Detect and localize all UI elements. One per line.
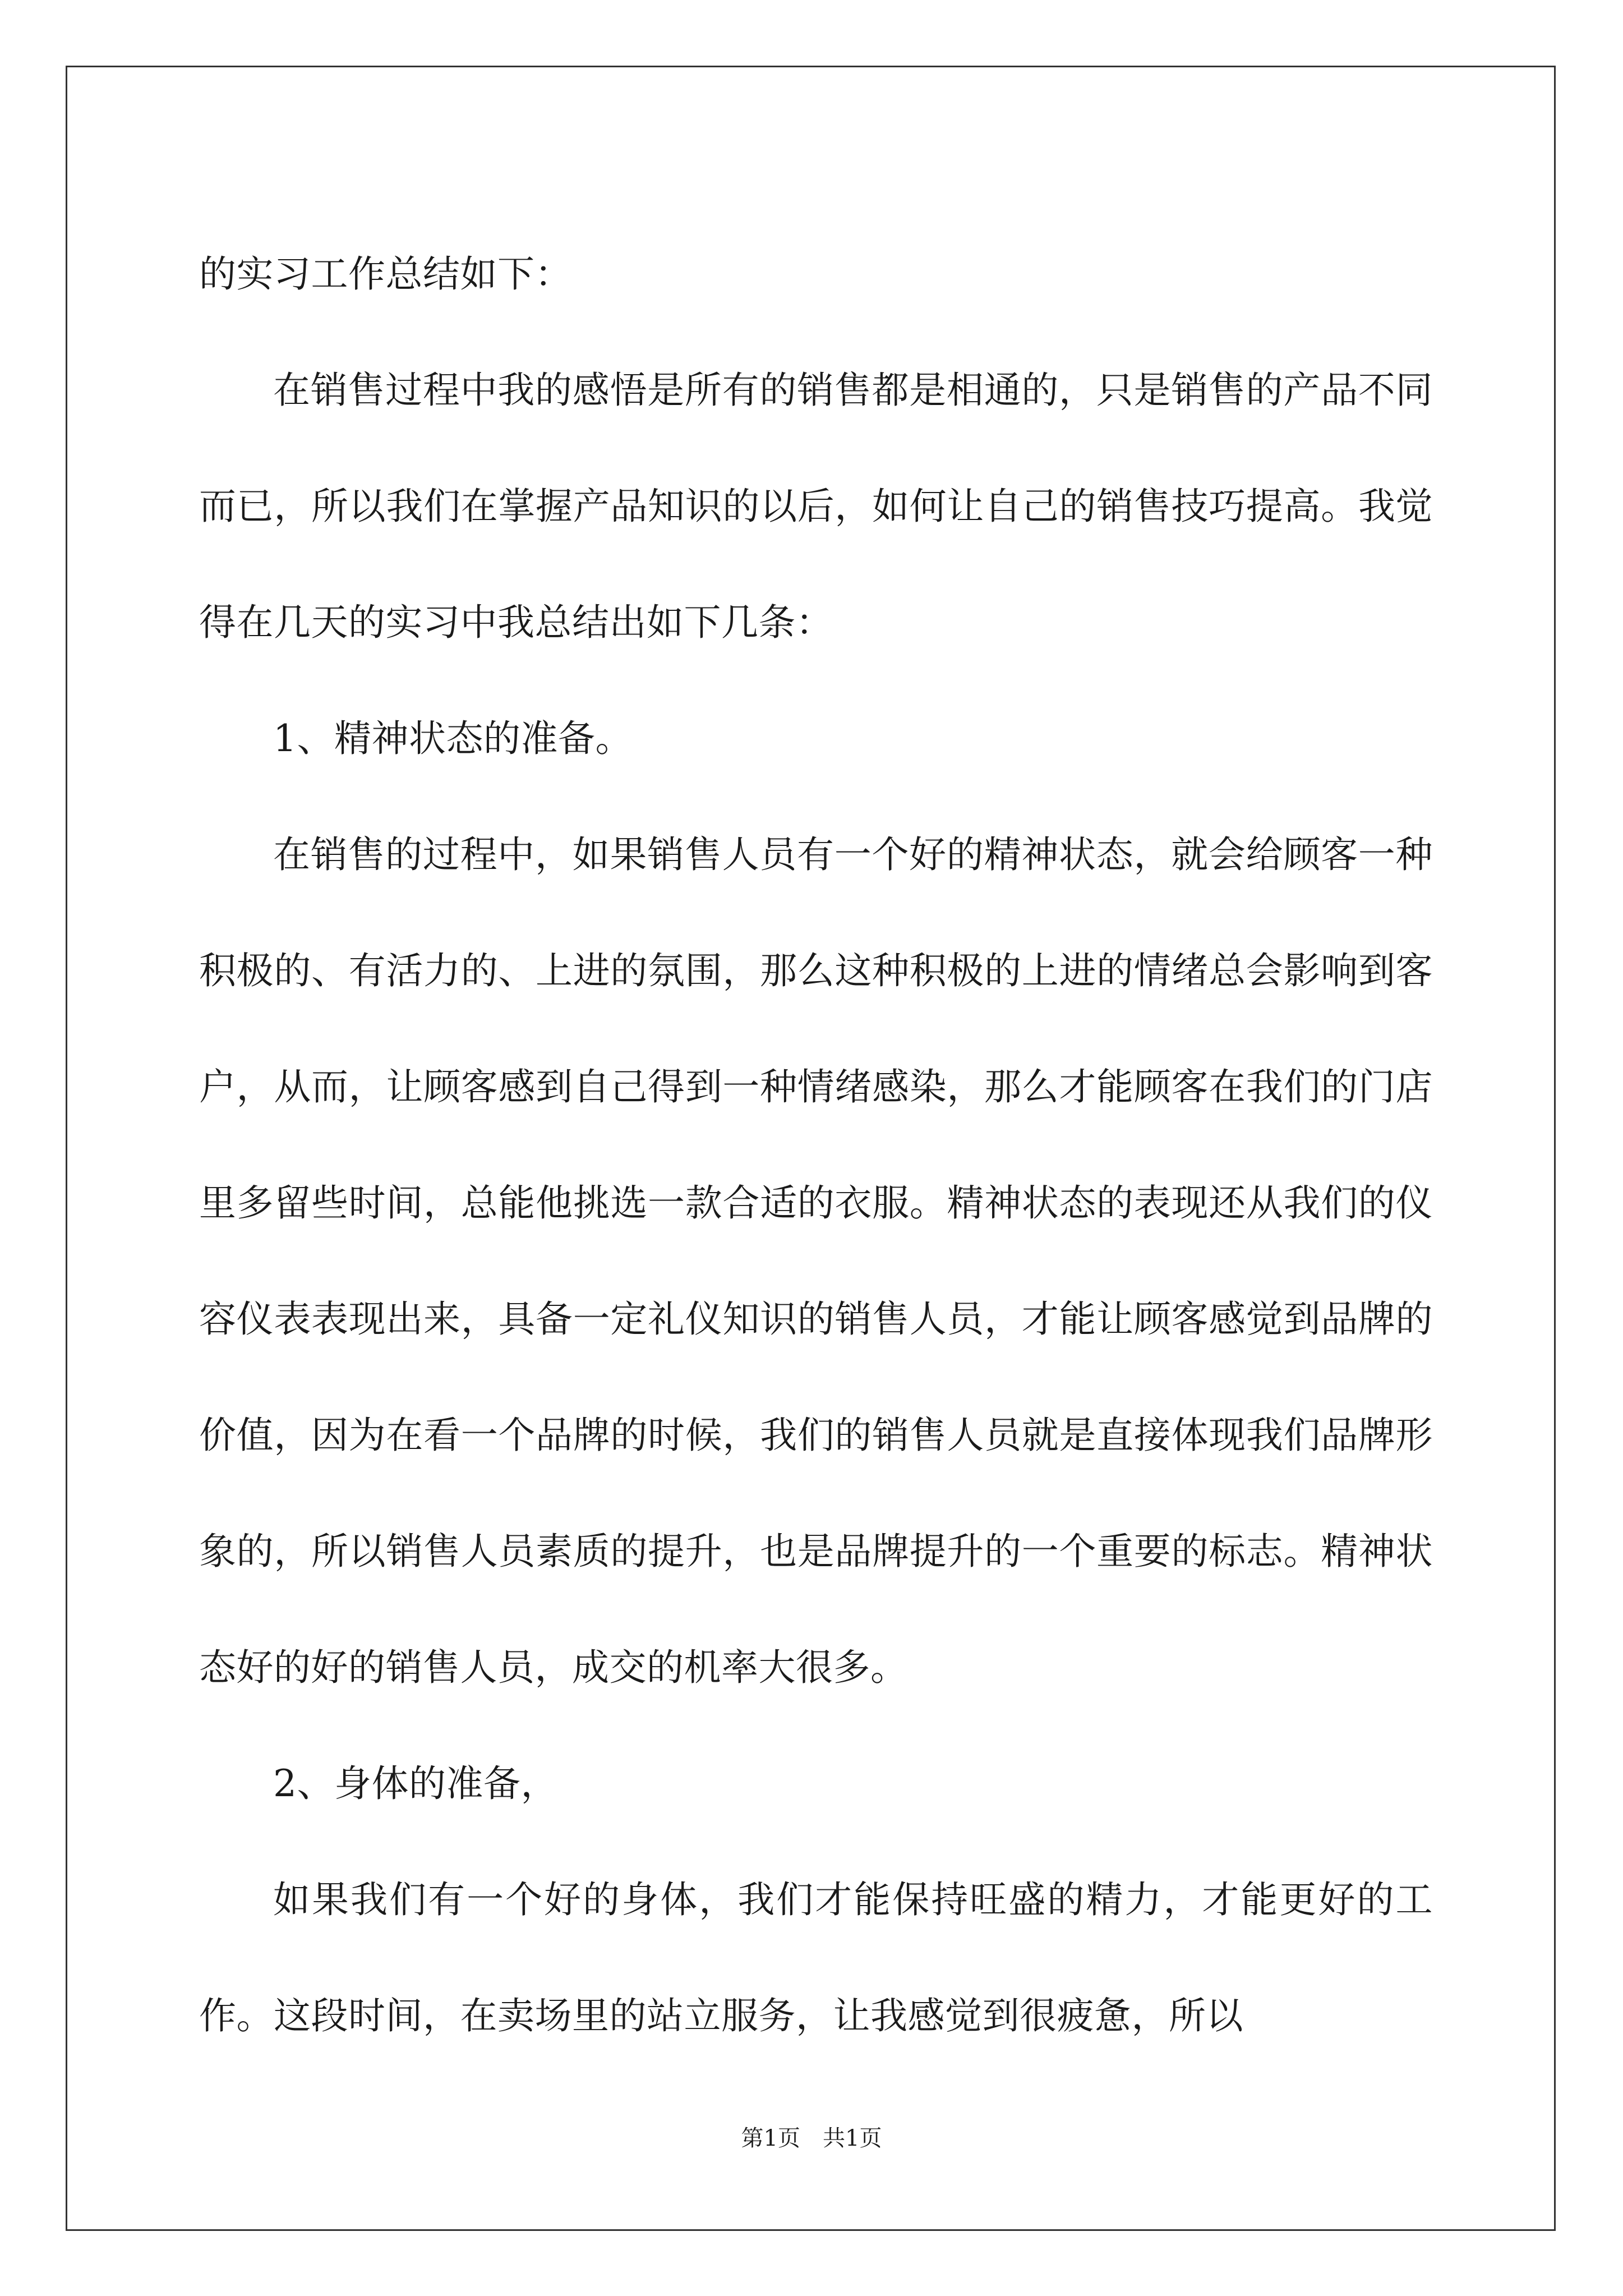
page-number-footer: 第1页 共1页 (741, 2125, 882, 2151)
paragraph: 在销售的过程中，如果销售人员有一个好的精神状态，就会给顾客一种积极的、有活力的、上进的氛围，那么这种积极的上进的情绪总会影响到客户，从而，让顾客感到自己得到一种情绪感染，那么才能顾客在我们的门店里多留些时间，总能他挑选一款合适的衣服。精神状态的表现还从我们的仪容仪表表现出来，具备一定礼仪知识的销售人员，才能让顾客感觉到品牌的价值，因为在看一个品牌的时候，我们的销售人员就是直接体现我们品牌形象的，所以销售人员素质的提升，也是品牌提升的一个重要的标志。精神状态好的好的销售人员，成交的机率大很多。 (199, 833, 1433, 1689)
paragraph: 在销售过程中我的感悟是所有的销售都是相通的，只是销售的产品不同而已，所以我们在掌握产品知识的以后，如何让自己的销售技巧提高。我觉得在几天的实习中我总结出如下几条： (199, 369, 1433, 644)
paragraph: 2、身体的准备， (273, 1762, 558, 1805)
paragraph: 的实习工作总结如下： (199, 252, 572, 296)
paragraph: 如果我们有一个好的身体，我们才能保持旺盛的精力，才能更好的工作。这段时间，在卖场里的站立服务，让我感觉到很疲惫，所以 (199, 1878, 1433, 2037)
document-body (199, 216, 1433, 2074)
paragraph: 1、精神状态的准备。 (273, 717, 633, 760)
